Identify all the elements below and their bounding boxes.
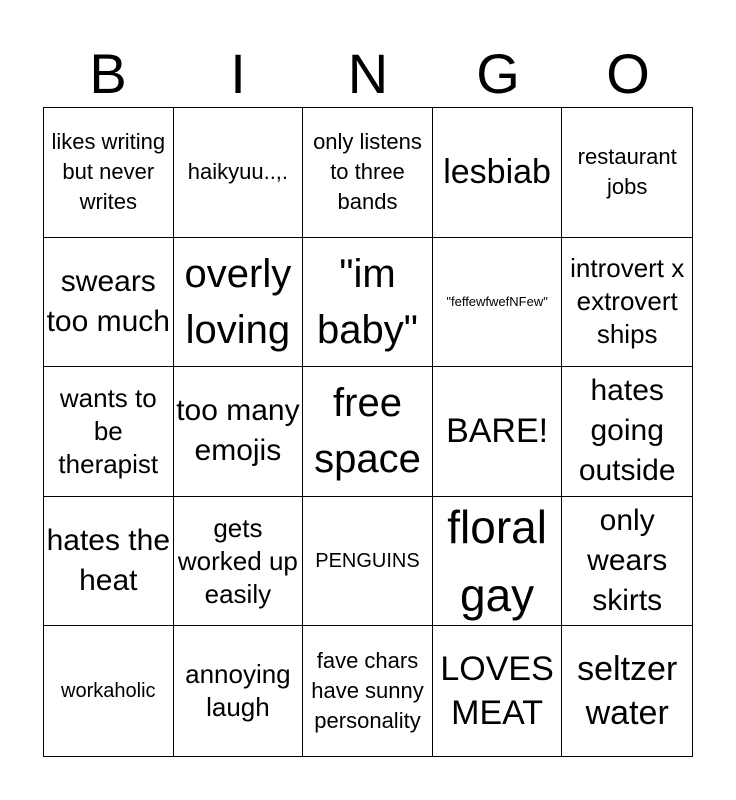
bingo-cell[interactable] xyxy=(433,367,563,497)
header-letter-i: I xyxy=(230,42,246,105)
bingo-cell[interactable] xyxy=(44,367,174,497)
bingo-cell[interactable] xyxy=(174,497,304,627)
bingo-cell-text: annoying laugh xyxy=(185,659,291,723)
bingo-cell-text: likes writing but never writes xyxy=(51,129,166,215)
bingo-cell[interactable] xyxy=(44,626,174,756)
bingo-cell-text: gets worked up easily xyxy=(177,512,298,609)
bingo-cell[interactable] xyxy=(562,238,692,368)
bingo-cell-text: only listens to three bands xyxy=(313,129,422,215)
bingo-cell[interactable] xyxy=(433,238,563,368)
bingo-cell-text: overly loving xyxy=(184,251,292,352)
header-letter-b: B xyxy=(89,42,127,105)
bingo-cell-text: BARE! xyxy=(446,412,549,451)
bingo-cell-text: floral gay xyxy=(447,501,547,622)
bingo-cell[interactable] xyxy=(44,497,174,627)
header-letter-o: O xyxy=(606,42,650,105)
bingo-cell-text: hates the heat xyxy=(46,524,171,598)
bingo-cell-text: restaurant jobs xyxy=(577,144,677,200)
bingo-cell-text: hates going outside xyxy=(578,374,676,488)
bingo-cell[interactable] xyxy=(303,238,433,368)
bingo-cell[interactable] xyxy=(174,367,304,497)
bingo-cell[interactable] xyxy=(562,367,692,497)
bingo-cell[interactable] xyxy=(303,626,433,756)
bingo-cell-text: LOVES MEAT xyxy=(440,650,554,733)
header-letter-g: G xyxy=(476,42,520,105)
bingo-cell[interactable] xyxy=(174,238,304,368)
bingo-cell[interactable] xyxy=(174,626,304,756)
bingo-cell[interactable] xyxy=(174,108,304,238)
bingo-cell-text: PENGUINS xyxy=(315,550,420,573)
bingo-cell[interactable] xyxy=(303,497,433,627)
bingo-cell[interactable] xyxy=(433,626,563,756)
bingo-cell-text: too many emojis xyxy=(176,394,300,468)
bingo-cell-text: swears too much xyxy=(46,264,170,338)
bingo-cell[interactable] xyxy=(44,238,174,368)
bingo-board xyxy=(43,107,693,757)
bingo-cell[interactable] xyxy=(562,497,692,627)
bingo-cell[interactable] xyxy=(44,108,174,238)
bingo-cell-text: "im baby" xyxy=(317,251,418,352)
bingo-cell-text: free space xyxy=(314,381,421,482)
bingo-cell-text: workaholic xyxy=(61,680,156,703)
bingo-cell-text: lesbiab xyxy=(443,153,551,192)
bingo-cell-text: "feffewfwefNFew" xyxy=(446,293,548,309)
bingo-header xyxy=(43,40,693,108)
header-letter-n: N xyxy=(347,42,389,105)
bingo-cell[interactable] xyxy=(303,108,433,238)
bingo-cell[interactable] xyxy=(303,367,433,497)
bingo-cell-text: only wears skirts xyxy=(587,504,668,618)
bingo-cell-text: fave chars have sunny personality xyxy=(311,648,424,734)
bingo-cell-text: haikyuu..,. xyxy=(187,159,289,185)
bingo-cell-text: wants to be therapist xyxy=(58,382,159,479)
bingo-cell-text: seltzer water xyxy=(577,650,678,733)
bingo-cell[interactable] xyxy=(562,626,692,756)
bingo-cell[interactable] xyxy=(433,497,563,627)
bingo-cell-text: introvert x extrovert ships xyxy=(570,253,685,350)
bingo-cell[interactable] xyxy=(433,108,563,238)
bingo-cell[interactable] xyxy=(562,108,692,238)
